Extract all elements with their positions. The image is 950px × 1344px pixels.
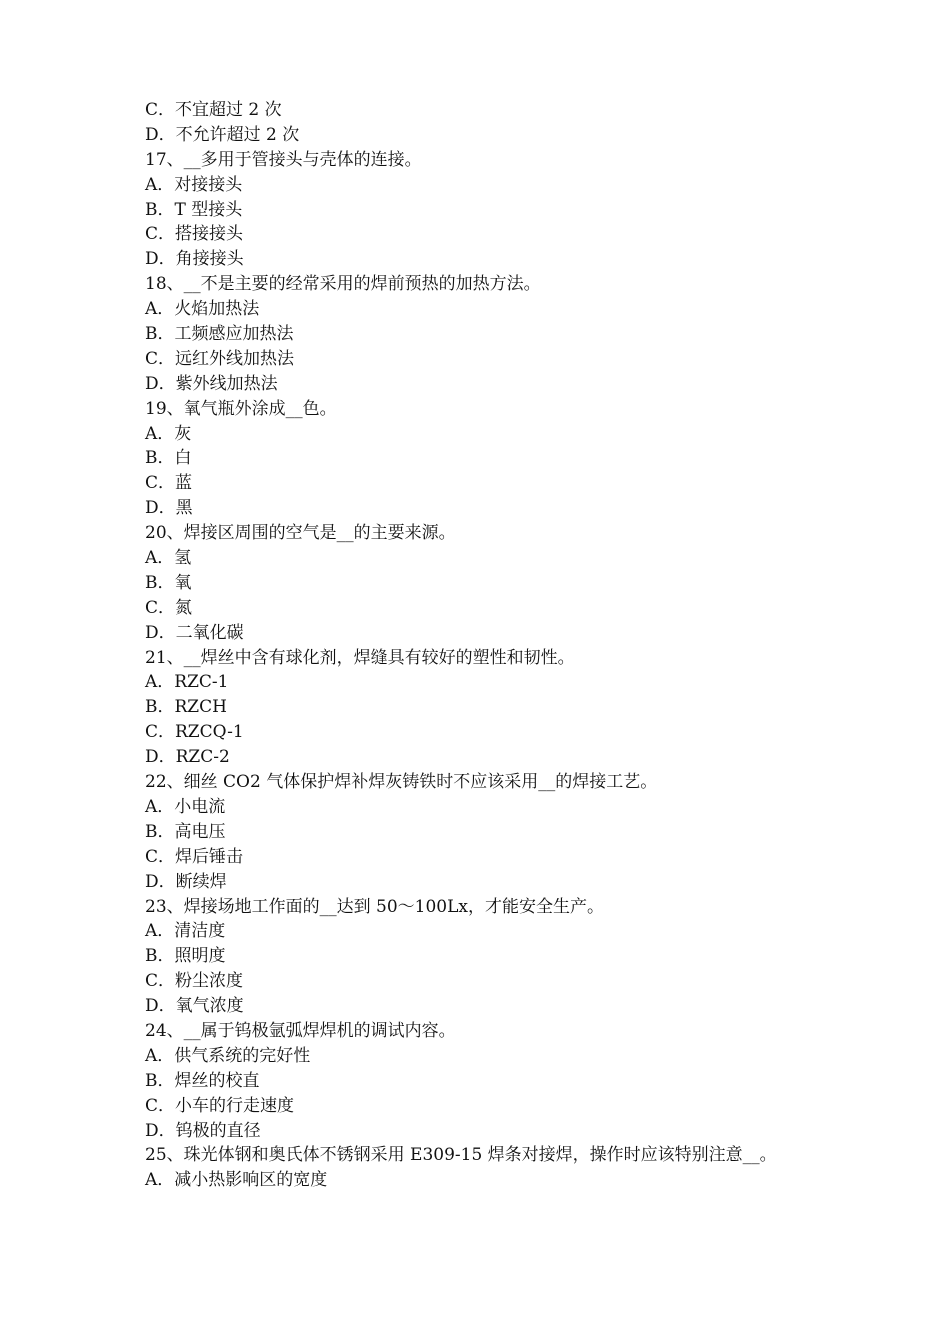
- answer-option: B．高电压: [145, 821, 226, 842]
- answer-option: C．搭接接头: [145, 224, 244, 245]
- answer-option: D．角接接头: [145, 249, 244, 270]
- answer-option: C．远红外线加热法: [145, 348, 295, 369]
- question-stem: 18、__不是主要的经常采用的焊前预热的加热方法。: [145, 274, 541, 295]
- question-stem: 17、__多用于管接头与壳体的连接。: [145, 149, 422, 170]
- answer-option: B．工频感应加热法: [145, 324, 294, 345]
- answer-option: D．RZC-2: [145, 747, 230, 768]
- answer-option: D．断续焊: [145, 871, 227, 892]
- answer-option: C．氮: [145, 597, 193, 618]
- question-stem: 24、__属于钨极氩弧焊焊机的调试内容。: [145, 1020, 456, 1041]
- question-stem: 25、珠光体钢和奥氏体不锈钢采用 E309-15 焊条对接焊，操作时应该特别注意__。: [145, 1145, 777, 1166]
- answer-option: A．氢: [145, 548, 192, 569]
- answer-option: A．RZC-1: [145, 672, 229, 693]
- question-stem: 20、焊接区周围的空气是__的主要来源。: [145, 523, 456, 544]
- answer-option: A．供气系统的完好性: [145, 1045, 311, 1066]
- answer-option: D．二氧化碳: [145, 622, 244, 643]
- answer-option: A．小电流: [145, 796, 226, 817]
- answer-option: A．清洁度: [145, 921, 226, 942]
- answer-option: D．不允许超过 2 次: [145, 124, 300, 145]
- answer-option: C．RZCQ-1: [145, 722, 244, 743]
- answer-option: C．粉尘浓度: [145, 971, 244, 992]
- answer-option: D．紫外线加热法: [145, 373, 278, 394]
- answer-option: B．照明度: [145, 946, 226, 967]
- answer-option: A．灰: [145, 423, 192, 444]
- answer-option: C．蓝: [145, 473, 193, 494]
- answer-option: C．焊后锤击: [145, 846, 244, 867]
- question-stem: 19、氧气瓶外涂成__色。: [145, 398, 337, 419]
- answer-option: A．减小热影响区的宽度: [145, 1170, 328, 1191]
- answer-option: B．RZCH: [145, 697, 227, 718]
- answer-option: D．氧气浓度: [145, 996, 244, 1017]
- answer-option: B．白: [145, 448, 192, 469]
- question-stem: 21、__焊丝中含有球化剂，焊缝具有较好的塑性和韧性。: [145, 647, 575, 668]
- answer-option: C．不宜超过 2 次: [145, 100, 282, 120]
- question-stem: 22、细丝 CO2 气体保护焊补焊灰铸铁时不应该采用__的焊接工艺。: [145, 772, 658, 793]
- answer-option: B．氧: [145, 572, 192, 593]
- answer-option: D．钨极的直径: [145, 1120, 261, 1141]
- answer-option: D．黑: [145, 498, 193, 519]
- answer-option: A．对接接头: [145, 174, 243, 195]
- answer-option: B．焊丝的校直: [145, 1070, 260, 1091]
- question-stem: 23、焊接场地工作面的__达到 50～100Lx，才能安全生产。: [145, 896, 604, 917]
- answer-option: B．T 型接头: [145, 199, 243, 220]
- answer-option: C．小车的行走速度: [145, 1095, 295, 1116]
- answer-option: A．火焰加热法: [145, 299, 260, 320]
- document-body: [145, 98, 825, 1193]
